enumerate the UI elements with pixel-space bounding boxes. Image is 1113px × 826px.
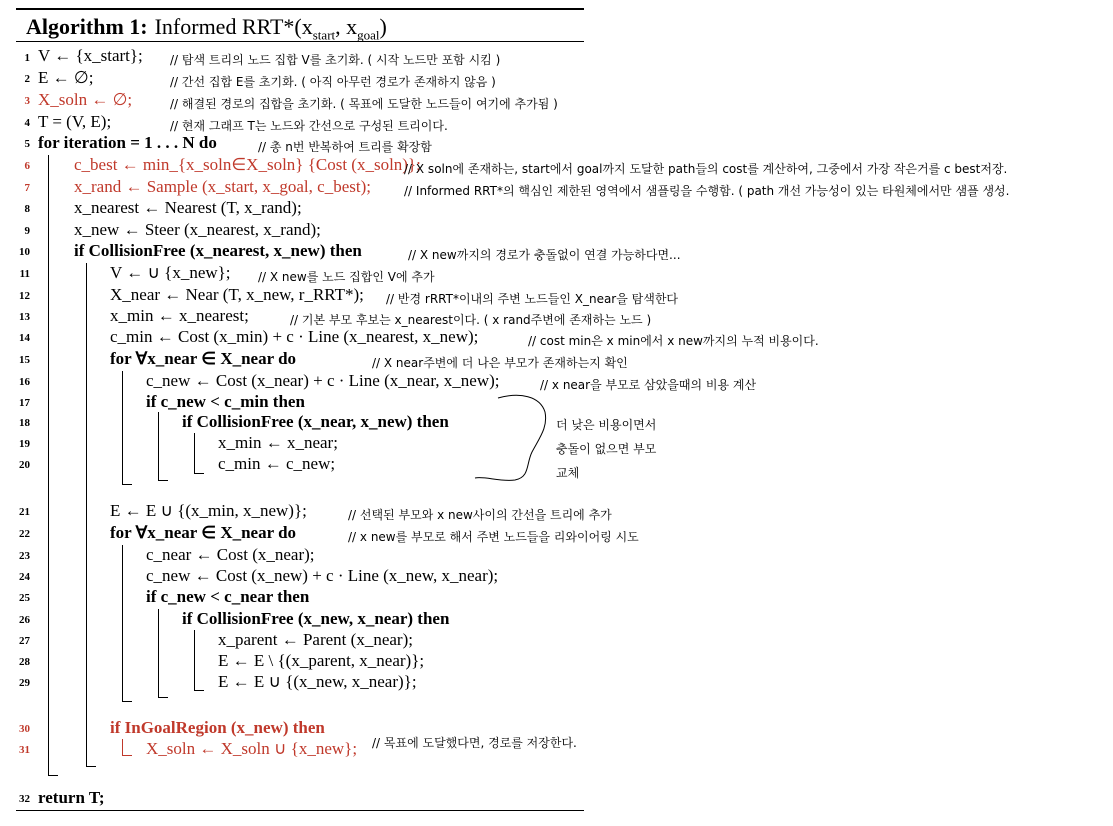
code-line: if c_new < c_near then (146, 587, 310, 606)
line-number: 1 (24, 52, 30, 64)
line-number: 26 (19, 614, 30, 626)
code-comment: // 간선 집합 E를 초기화. ( 아직 아무런 경로가 존재하지 않음 ) (170, 75, 496, 89)
code-line: c_new ← Cost (x_new) + c · Line (x_new, x_near); (146, 566, 499, 585)
line-number: 15 (19, 354, 30, 366)
code-comment: // 현재 그래프 T는 노드와 간선으로 구성된 트리이다. (170, 119, 448, 133)
line-number: 16 (19, 376, 30, 388)
handwritten-note: 충돌이 없으면 부모 (556, 442, 657, 456)
code-line: X_soln ← ∅; (38, 90, 133, 109)
code-comment: // 반경 rRRT*이내의 주변 노드들인 X_near을 탐색한다 (386, 292, 679, 306)
line-number: 23 (19, 550, 30, 562)
algorithm-title (26, 14, 387, 43)
line-number: 4 (24, 117, 30, 129)
code-line: E ← E ∪ {(x_min, x_new)}; (110, 501, 307, 520)
block-bar (122, 545, 123, 701)
code-line: c_best ← min_{x_soln∈X_soln} {Cost (x_soln)}; (74, 155, 421, 174)
line-number: 3 (24, 95, 30, 107)
code-line: x_nearest ← Nearest (T, x_rand); (74, 198, 302, 217)
block-bar (122, 701, 132, 702)
code-line: c_min ← c_new; (218, 454, 336, 473)
line-number: 11 (19, 268, 30, 280)
code-line: c_new ← Cost (x_near) + c · Line (x_near, x_new); (146, 371, 500, 390)
block-bar (86, 263, 87, 766)
line-number: 10 (19, 246, 30, 258)
line-number: 7 (24, 182, 30, 194)
code-comment: // 선택된 부모와 x new사이의 간선을 트리에 추가 (348, 508, 612, 522)
block-bar (158, 609, 159, 697)
block-bar (48, 155, 49, 775)
code-line: V ← ∪ {x_new}; (110, 263, 231, 282)
line-number: 25 (19, 592, 30, 604)
code-comment: // Informed RRT*의 핵심인 제한된 영역에서 샘플링을 수행함. ( path 개선 가능성이 있는 타원체에서만 샘플 생성. (404, 184, 1010, 198)
code-line: x_rand ← Sample (x_start, x_goal, c_best); (74, 177, 371, 196)
line-number: 17 (19, 397, 30, 409)
block-bar (48, 775, 58, 776)
handwritten-note: 교체 (556, 466, 580, 480)
block-bar (158, 412, 159, 480)
block-bar (122, 371, 123, 484)
code-line: x_min ← x_nearest; (110, 306, 249, 325)
block-bar (194, 690, 204, 691)
block-bar (194, 630, 195, 690)
line-number: 31 (19, 744, 30, 756)
code-comment: // x near을 부모로 삼았을때의 비용 계산 (540, 378, 757, 392)
block-bar (158, 480, 168, 481)
block-bar (122, 755, 132, 756)
code-line: for iteration = 1 . . . N do (38, 133, 217, 152)
code-line: X_soln ← X_soln ∪ {x_new}; (146, 739, 358, 758)
code-comment: // X near주변에 더 나은 부모가 존재하는지 확인 (372, 356, 628, 370)
block-bar (194, 473, 204, 474)
line-number: 8 (24, 203, 30, 215)
code-line: E ← ∅; (38, 68, 94, 87)
code-comment: // 기본 부모 후보는 x_nearest이다. ( x rand주변에 존재하는 노드 ) (290, 313, 652, 327)
block-bar (122, 484, 132, 485)
code-comment: // 목표에 도달했다면, 경로를 저장한다. (372, 736, 577, 750)
line-number: 29 (19, 677, 30, 689)
code-comment: // X new까지의 경로가 충돌없이 연결 가능하다면... (408, 248, 681, 262)
code-line: X_near ← Near (T, x_new, r_RRT*); (110, 285, 364, 304)
code-comment: // cost min은 x min에서 x new까지의 누적 비용이다. (528, 334, 819, 348)
code-line: if CollisionFree (x_new, x_near) then (182, 609, 450, 628)
line-number: 27 (19, 635, 30, 647)
code-comment: // x new를 부모로 해서 주변 노드들을 리와이어링 시도 (348, 530, 639, 544)
line-number: 5 (24, 138, 30, 150)
algorithm-name: Informed $RRT*(x_{start}$, $x_{goal}$) (154, 14, 387, 43)
code-comment: // X soln에 존재하는, start에서 goal까지 도달한 path들의 cost를 계산하여, 그중에서 가장 작은거를 c best저장. (404, 162, 1008, 176)
code-line: x_new ← Steer (x_nearest, x_rand); (74, 220, 321, 239)
line-number: 19 (19, 438, 30, 450)
code-line: E ← E \ {(x_parent, x_near)}; (218, 651, 425, 670)
code-comment: // X new를 노드 집합인 V에 추가 (258, 270, 435, 284)
code-line: V ← {x_start}; (38, 46, 143, 65)
code-line: if CollisionFree (x_nearest, x_new) then (74, 241, 362, 260)
line-number: 30 (19, 723, 30, 735)
line-number: 12 (19, 290, 30, 302)
handwritten-note: 더 낮은 비용이면서 (556, 418, 657, 432)
line-number: 14 (19, 332, 30, 344)
block-bar (194, 433, 195, 473)
code-comment: // 탐색 트리의 노드 집합 V를 초기화. ( 시작 노드만 포함 시킴 ) (170, 53, 501, 67)
line-number: 21 (19, 506, 30, 518)
line-number: 18 (19, 417, 30, 429)
line-number: 13 (19, 311, 30, 323)
line-number: 20 (19, 459, 30, 471)
code-line: if c_new < c_min then (146, 392, 305, 411)
line-number: 28 (19, 656, 30, 668)
code-comment: // 해결된 경로의 집합을 초기화. ( 목표에 도달한 노드들이 여기에 추가됨 ) (170, 97, 558, 111)
line-number: 22 (19, 528, 30, 540)
line-number: 32 (19, 793, 30, 805)
algorithm-label: Algorithm 1: (26, 14, 148, 39)
line-number: 9 (24, 225, 30, 237)
line-number: 2 (24, 73, 30, 85)
code-line: return T; (38, 788, 105, 807)
code-line: E ← E ∪ {(x_new, x_near)}; (218, 672, 417, 691)
handwritten-bracket (470, 392, 560, 492)
block-bar (86, 766, 96, 767)
code-line: x_parent ← Parent (x_near); (218, 630, 413, 649)
code-line: x_min ← x_near; (218, 433, 338, 452)
code-line: for ∀x_near ∈ X_near do (110, 349, 297, 368)
code-line: c_min ← Cost (x_min) + c · Line (x_nearest, x_new); (110, 327, 479, 346)
code-line: T = (V, E); (38, 112, 112, 131)
code-line: if CollisionFree (x_near, x_new) then (182, 412, 449, 431)
code-comment: // 총 n번 반복하여 트리를 확장함 (258, 140, 432, 154)
code-line: for ∀x_near ∈ X_near do (110, 523, 297, 542)
line-number: 6 (24, 160, 30, 172)
block-bar (122, 739, 123, 755)
top-rule (16, 8, 584, 10)
code-line: if InGoalRegion (x_new) then (110, 718, 325, 737)
code-line: c_near ← Cost (x_near); (146, 545, 315, 564)
bottom-rule (16, 810, 584, 811)
line-number: 24 (19, 571, 30, 583)
block-bar (158, 697, 168, 698)
